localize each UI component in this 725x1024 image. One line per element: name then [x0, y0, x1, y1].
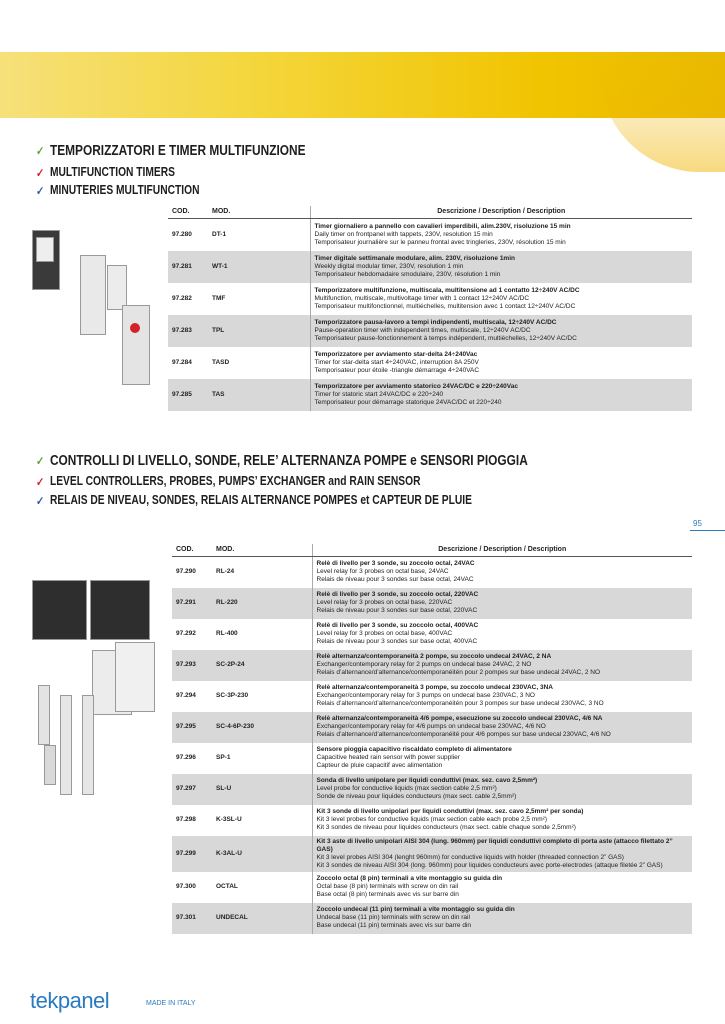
- row-description: [312, 903, 692, 934]
- desc-it: Kit 3 aste di livello unipolari AISI 304 (lung. 960mm) per liquidi conduttivi completo di porta aste (attacco filettato 2” GAS): [316, 837, 673, 853]
- check-icon: ✓: [36, 183, 45, 198]
- desc-en: Undecal base (11 pin) terminals with screw on din rail: [316, 914, 470, 921]
- col-desc: Descrizione / Description / Description: [310, 206, 692, 219]
- check-icon: ✓: [36, 493, 45, 508]
- col-cod: COD.: [168, 206, 208, 219]
- row-code: 97.282: [172, 294, 192, 302]
- desc-en: Level probe for conductive liquids (max section cable 2,5 mm²): [316, 785, 497, 792]
- table-row: [172, 588, 692, 619]
- desc-it: Temporizzatore per avviamento statorico 24VAC/DC e 220÷240Vac: [314, 382, 518, 390]
- table-row: [168, 379, 692, 411]
- row-model: SC-4-6P-230: [212, 712, 312, 743]
- desc-it: Relè alternanza/contemporaneità 2 pompe, su zoccolo undecal 24VAC, 2 NA: [316, 653, 552, 660]
- desc-it: Relè di livello per 3 sonde, su zoccolo octal, 24VAC: [316, 560, 475, 568]
- col-desc: Descrizione / Description / Description: [312, 544, 692, 557]
- row-description: [310, 283, 692, 315]
- table-row: [172, 774, 692, 805]
- section2-title-en: ✓ LEVEL CONTROLLERS, PROBES, PUMPS’ EXCHANGER and RAIN SENSOR: [36, 474, 421, 489]
- row-description: [312, 650, 692, 681]
- table-row: [172, 681, 692, 712]
- desc-fr: Kit 3 sondes de niveau AISI 304 (long. 960mm) pour liquides conducteurs avec porte-electrodes (attaque filetée 2” GAS): [316, 861, 663, 869]
- row-code: 97.283: [168, 315, 208, 347]
- desc-fr: Base undecal (11 pin) terminals avec vis sur barre din: [316, 922, 472, 929]
- row-model: K-3SL-U: [216, 816, 242, 823]
- section1-title-it: ✓ TEMPORIZZATORI E TIMER MULTIFUNZIONE: [36, 143, 306, 159]
- row-description: [310, 219, 692, 251]
- desc-it: Relè alternanza/contemporaneità 4/6 pompe, esecuzione su zoccolo undecal 230VAC, 4/6 NA: [316, 715, 603, 722]
- row-code: 97.290: [176, 568, 196, 576]
- row-code: 97.292: [176, 630, 196, 637]
- desc-it: Kit 3 sonde di livello unipolari per liquidi conduttivi (max. sez. cavo 2,5mm² per sonda): [316, 808, 584, 815]
- row-description: [312, 743, 692, 774]
- row-code: 97.284: [172, 358, 192, 366]
- row-code: 97.285: [168, 379, 208, 411]
- row-description: [310, 379, 692, 411]
- row-code: 97.298: [176, 816, 196, 823]
- desc-fr: Temporisateur journalière sur le panneu frontal avec tringleries, 230V, résolution 15 min: [314, 238, 566, 246]
- table-row: [172, 712, 692, 743]
- table-row: [168, 219, 692, 251]
- table-row: [168, 315, 692, 347]
- row-model: WT-1: [208, 251, 310, 283]
- desc-it: Timer digitale settimanale modulare, alim. 230V, risoluzione 1min: [314, 254, 515, 262]
- row-description: [312, 619, 692, 650]
- table-row: [172, 619, 692, 650]
- desc-en: Pause-operation timer with independent times, multiscale, 12÷240V AC/DC: [314, 326, 531, 334]
- desc-it: Zoccolo undecal (11 pin) terminali a vite montaggio su guida din: [316, 906, 515, 913]
- level-relay-products-image: [30, 570, 170, 820]
- row-model: RL-220: [212, 588, 312, 619]
- desc-en: Octal base (8 pin) terminals with screw on din rail: [316, 883, 459, 890]
- row-model: SP-1: [216, 754, 231, 761]
- desc-it: Relè di livello per 3 sonde, su zoccolo octal, 220VAC: [316, 591, 479, 598]
- desc-en: Kit 3 level probes AISI 304 (lenght 960mm) for conductive liquids with holder (threaded connection 2” GAS): [316, 853, 624, 861]
- row-description: [312, 588, 692, 619]
- table-row: [172, 805, 692, 836]
- row-model: DT-1: [212, 230, 227, 238]
- check-icon: ✓: [36, 474, 45, 489]
- desc-en: Timer for statoric start 24VAC/DC e 220÷240: [314, 390, 444, 398]
- desc-fr: Base octal (8 pin) terminals avec vis sur barre din: [316, 891, 459, 898]
- row-model: RL-24: [216, 568, 235, 576]
- desc-it: Timer giornaliero a pannello con cavalieri imperdibili, alim.230V, risoluzione 15 min: [314, 222, 571, 230]
- page-number: 95: [693, 519, 702, 528]
- desc-fr: Kit 3 sondes de niveau pour liquides conducteurs (max sect. cable chaque sonde 2,5mm²): [316, 824, 576, 831]
- desc-fr: Capteur de pluie capacitif avec alimentation: [316, 762, 443, 769]
- row-model: SL-U: [212, 774, 312, 805]
- row-model: RL-400: [216, 630, 238, 637]
- desc-en: Exchanger/contemporary relay for 2 pumps on undecal base 24VAC, 2 NO: [316, 661, 532, 668]
- row-model: TPL: [208, 315, 310, 347]
- table-row: [168, 347, 692, 379]
- row-model: TMF: [212, 294, 226, 302]
- desc-en: Weekly digital modular timer, 230V, resolution 1 min: [314, 262, 464, 270]
- row-model: SC-2P-24: [212, 650, 312, 681]
- desc-fr: Relais d’alternance/d’alternance/contemporanéitén pour 2 pompes sur base undecal 24VAC, 2 NO: [316, 669, 601, 676]
- row-model: K-3AL-U: [212, 836, 312, 872]
- row-code: 97.293: [172, 650, 212, 681]
- page-number-line: [690, 530, 725, 531]
- desc-en: Level relay for 3 probes on octal base, 24VAC: [316, 568, 449, 576]
- table-row: [172, 650, 692, 681]
- check-icon: ✓: [36, 454, 45, 469]
- desc-it: Sonda di livello unipolare per liquidi conduttivi (max. sez. cavo 2,5mm²): [316, 777, 538, 784]
- table-row: [172, 743, 692, 774]
- header-banner: [0, 52, 725, 118]
- timer-products-image: [32, 225, 157, 385]
- row-code: 97.301: [172, 903, 212, 934]
- desc-it: Relè alternanza/contemporaneità 3 pompe, su zoccolo undecal 230VAC, 3NA: [316, 684, 553, 691]
- desc-en: Level relay for 3 probes on octal base, 220VAC: [316, 599, 453, 606]
- desc-en: Exchanger/contemporary relay for 3 pumps on undecal base 230VAC, 3 NO: [316, 692, 535, 699]
- row-model: TASD: [212, 358, 230, 366]
- col-mod: MOD.: [208, 206, 310, 219]
- row-code: 97.296: [176, 754, 196, 761]
- row-description: [312, 805, 692, 836]
- desc-en: Kit 3 level probes for conductive liquids (max section cable each probe 2,5 mm²): [316, 816, 547, 823]
- timers-table: [168, 206, 692, 411]
- desc-it: Zoccolo octal (8 pin) terminali a vite montaggio su guida din: [316, 875, 503, 882]
- desc-it: Temporizzatore pausa-lavoro a tempi indipendenti, multiscala, 12÷240V AC/DC: [314, 318, 557, 326]
- section2-title-fr: ✓ RELAIS DE NIVEAU, SONDES, RELAIS ALTERNANCE POMPES et CAPTEUR DE PLUIE: [36, 493, 472, 508]
- row-description: [312, 681, 692, 712]
- table-row: [168, 283, 692, 315]
- row-description: [312, 712, 692, 743]
- row-description: [312, 872, 692, 903]
- col-cod: COD.: [172, 544, 212, 557]
- row-code: 97.295: [172, 712, 212, 743]
- row-code: 97.299: [172, 836, 212, 872]
- desc-fr: Temporisateur pour étoile -triangle démarrage 4÷240VAC: [314, 366, 480, 374]
- desc-fr: Temporisateur pause-fonctionnement à temps indépendent, multiéchelles, 12÷240V AC/DC: [314, 334, 577, 342]
- table-row: [172, 557, 692, 588]
- brand-logo: tekpanel: [30, 988, 110, 1013]
- desc-fr: Temporisateur hebdomadaire smodulaire, 230V, résolution 1 min: [314, 270, 501, 278]
- desc-it: Relè di livello per 3 sonde, su zoccolo octal, 400VAC: [316, 622, 479, 629]
- row-description: [310, 347, 692, 379]
- section1-title-fr: ✓ MINUTERIES MULTIFUNCTION: [36, 183, 200, 198]
- table-row: [172, 903, 692, 934]
- desc-fr: Relais de niveau pour 3 sondes sur base octal, 400VAC: [316, 638, 478, 645]
- desc-fr: Sonde de niveau pour liquides conducteurs (max sect. cable 2,5mm²): [316, 793, 517, 800]
- desc-fr: Relais d’alternance/d’alternance/contemporanéitén pour 3 pompes sur base undecal 230VAC, 3 NO: [316, 700, 604, 707]
- col-mod: MOD.: [212, 544, 312, 557]
- desc-en: Capacitive heated rain sensor with power supplier: [316, 754, 460, 761]
- level-controllers-table: [172, 544, 692, 934]
- desc-it: Temporizzatore per avviamento star-delta 24÷240Vac: [314, 350, 478, 358]
- row-description: [312, 557, 692, 588]
- desc-it: Sensore pioggia capacitivo riscaldato completo di alimentatore: [316, 746, 512, 753]
- row-description: [312, 836, 692, 872]
- section1-title-en: ✓ MULTIFUNCTION TIMERS: [36, 165, 176, 180]
- row-description: [312, 774, 692, 805]
- row-model: OCTAL: [216, 883, 238, 890]
- desc-fr: Relais de niveau pour 3 sondes sur base octal, 220VAC: [316, 607, 478, 614]
- desc-fr: Relais de niveau pour 3 sondes sur base octal, 24VAC: [316, 576, 474, 584]
- row-code: 97.300: [176, 883, 196, 890]
- made-in-italy: MADE IN ITALY: [146, 1000, 196, 1007]
- desc-en: Exchanger/contemporary relay for 4/6 pumps on undecal base 230VAC, 4/6 NO: [316, 723, 546, 730]
- table-row: [168, 251, 692, 283]
- desc-en: Level relay for 3 probes on octal base, 400VAC: [316, 630, 453, 637]
- table-row: [172, 872, 692, 903]
- row-code: 97.291: [172, 588, 212, 619]
- desc-en: Timer for star-delta start 4÷240VAC, interruption 8A 250V: [314, 358, 479, 366]
- desc-fr: Relais d’alternance/d’alternance/contemporanéité pour 4/6 pompes sur base undecal 230VAC, 4/6 NO: [316, 731, 611, 738]
- row-model: UNDECAL: [212, 903, 312, 934]
- row-description: [310, 315, 692, 347]
- section2-title-it: ✓ CONTROLLI DI LIVELLO, SONDE, RELE’ ALTERNANZA POMPE e SENSORI PIOGGIA: [36, 453, 528, 469]
- row-code: 97.281: [168, 251, 208, 283]
- banner-curve: [600, 52, 725, 172]
- desc-fr: Temporisateur pour démarrage statorique 24VAC/DC et 220÷240: [314, 398, 502, 406]
- desc-en: Multifunction, multiscale, multivoltage timer with 1 contact 12÷240V AC/DC: [314, 294, 530, 302]
- row-model: SC-3P-230: [216, 692, 249, 699]
- check-icon: ✓: [36, 144, 45, 159]
- desc-en: Daily timer on frontpanel with tappets, 230V, resolution 15 min: [314, 230, 493, 238]
- desc-it: Temporizzatore multifunzione, multiscala, multitensione ad 1 contatto 12÷240V AC/DC: [314, 286, 580, 294]
- row-code: 97.294: [176, 692, 196, 699]
- row-code: 97.297: [172, 774, 212, 805]
- row-code: 97.280: [172, 230, 192, 238]
- desc-fr: Temporisateur multifonctionnel, multiéchelles, multitension avec 1 contact 12÷240V AC/DC: [314, 302, 576, 310]
- table-row: [172, 836, 692, 872]
- check-icon: ✓: [36, 165, 45, 180]
- row-model: TAS: [208, 379, 310, 411]
- row-description: [310, 251, 692, 283]
